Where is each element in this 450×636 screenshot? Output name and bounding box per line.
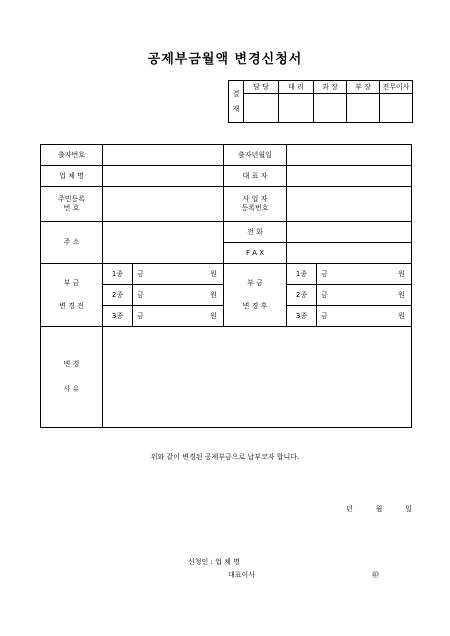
approval-header-executive-director: 전무이사	[380, 81, 413, 94]
fax-label: F A X	[224, 243, 287, 264]
investor-no-field[interactable]	[103, 145, 224, 166]
business-no-label	[224, 187, 287, 222]
company-name-field[interactable]	[103, 166, 224, 187]
phone-label: 전 화	[224, 222, 287, 243]
before-grade-3: 3종	[103, 306, 133, 327]
investor-no-label: 출자번호	[41, 145, 103, 166]
representative-label: 대 표 자	[224, 166, 287, 187]
business-no-label-line1: 사 업 자	[242, 195, 268, 204]
seal-mark: ㊞	[372, 571, 379, 579]
after-change-text: 변 경 후	[242, 302, 268, 310]
resident-no-field[interactable]	[103, 187, 224, 222]
approval-sign-executive-director[interactable]	[380, 94, 413, 123]
investor-date-field[interactable]	[287, 145, 412, 166]
change-reason-field[interactable]	[103, 327, 412, 428]
address-field[interactable]	[103, 222, 224, 264]
amount-label: 금	[137, 269, 144, 278]
after-amount-1[interactable]	[317, 264, 412, 285]
resident-no-label-line1: 주민등록	[57, 195, 86, 204]
approval-header-section-chief: 과 장	[314, 81, 347, 94]
resident-no-label-line2: 번 호	[63, 204, 80, 212]
approval-sign-department-head[interactable]	[347, 94, 380, 123]
won-label: 원	[398, 290, 405, 299]
won-label: 원	[210, 311, 217, 320]
representative-signature-label: 대표이사	[228, 571, 256, 579]
after-amount-3[interactable]	[317, 306, 412, 327]
change-reason-label	[41, 327, 103, 428]
applicant-line: 신청인 : 업 체 명	[188, 558, 240, 566]
application-form-table	[40, 144, 412, 428]
amount-label: 금	[321, 269, 328, 278]
won-label: 원	[398, 311, 405, 320]
after-grade-2: 2종	[287, 285, 317, 306]
before-amount-3[interactable]	[133, 306, 224, 327]
company-name-label: 업 체 명	[41, 166, 103, 187]
approval-label	[229, 81, 244, 123]
amount-label: 금	[321, 290, 328, 299]
before-change-label	[41, 264, 103, 327]
business-no-field[interactable]	[287, 187, 412, 222]
notice-text: 위와 같이 변경된 공제부금으로 납부코자 합니다.	[150, 453, 300, 461]
investor-date-label: 출자년월일	[224, 145, 287, 166]
address-label: 주 소	[41, 222, 103, 264]
approval-sign-staff[interactable]	[244, 94, 279, 123]
approval-label-top: 결	[232, 89, 240, 98]
after-change-label	[224, 264, 287, 327]
approval-label-bottom: 재	[232, 104, 240, 113]
change-reason-line1: 변 경	[63, 360, 80, 369]
date-year: 년	[346, 505, 353, 513]
before-grade-2: 2종	[103, 285, 133, 306]
after-grade-1: 1종	[287, 264, 317, 285]
phone-field[interactable]	[287, 222, 412, 243]
approval-sign-assistant-manager[interactable]	[279, 94, 314, 123]
approval-sign-section-chief[interactable]	[314, 94, 347, 123]
date-line	[346, 504, 412, 514]
fax-field[interactable]	[287, 243, 412, 264]
amount-label: 금	[321, 311, 328, 320]
date-day: 일	[405, 505, 412, 513]
after-amount-2[interactable]	[317, 285, 412, 306]
won-label: 원	[210, 290, 217, 299]
business-no-label-line2: 등록번호	[241, 204, 269, 212]
approval-header-assistant-manager: 대 리	[279, 81, 314, 94]
change-reason-line2: 사 유	[63, 385, 80, 393]
before-grade-1: 1종	[103, 264, 133, 285]
won-label: 원	[210, 269, 217, 278]
document-title: 공제부금월액 변경신청서	[147, 52, 303, 67]
representative-field[interactable]	[287, 166, 412, 187]
approval-header-department-head: 부 장	[347, 81, 380, 94]
before-change-text: 변 경 전	[59, 302, 84, 310]
before-amount-1[interactable]	[133, 264, 224, 285]
amount-label: 금	[137, 311, 144, 320]
after-grade-3: 3종	[287, 306, 317, 327]
amount-label: 금	[137, 290, 144, 299]
won-label: 원	[398, 269, 405, 278]
resident-no-label	[41, 187, 103, 222]
approval-header-staff: 담 당	[244, 81, 279, 94]
before-amount-2[interactable]	[133, 285, 224, 306]
approval-table	[228, 80, 413, 123]
after-premium-text: 부 금	[247, 279, 263, 288]
date-month: 월	[375, 505, 383, 513]
before-premium-text: 부 금	[63, 279, 80, 288]
